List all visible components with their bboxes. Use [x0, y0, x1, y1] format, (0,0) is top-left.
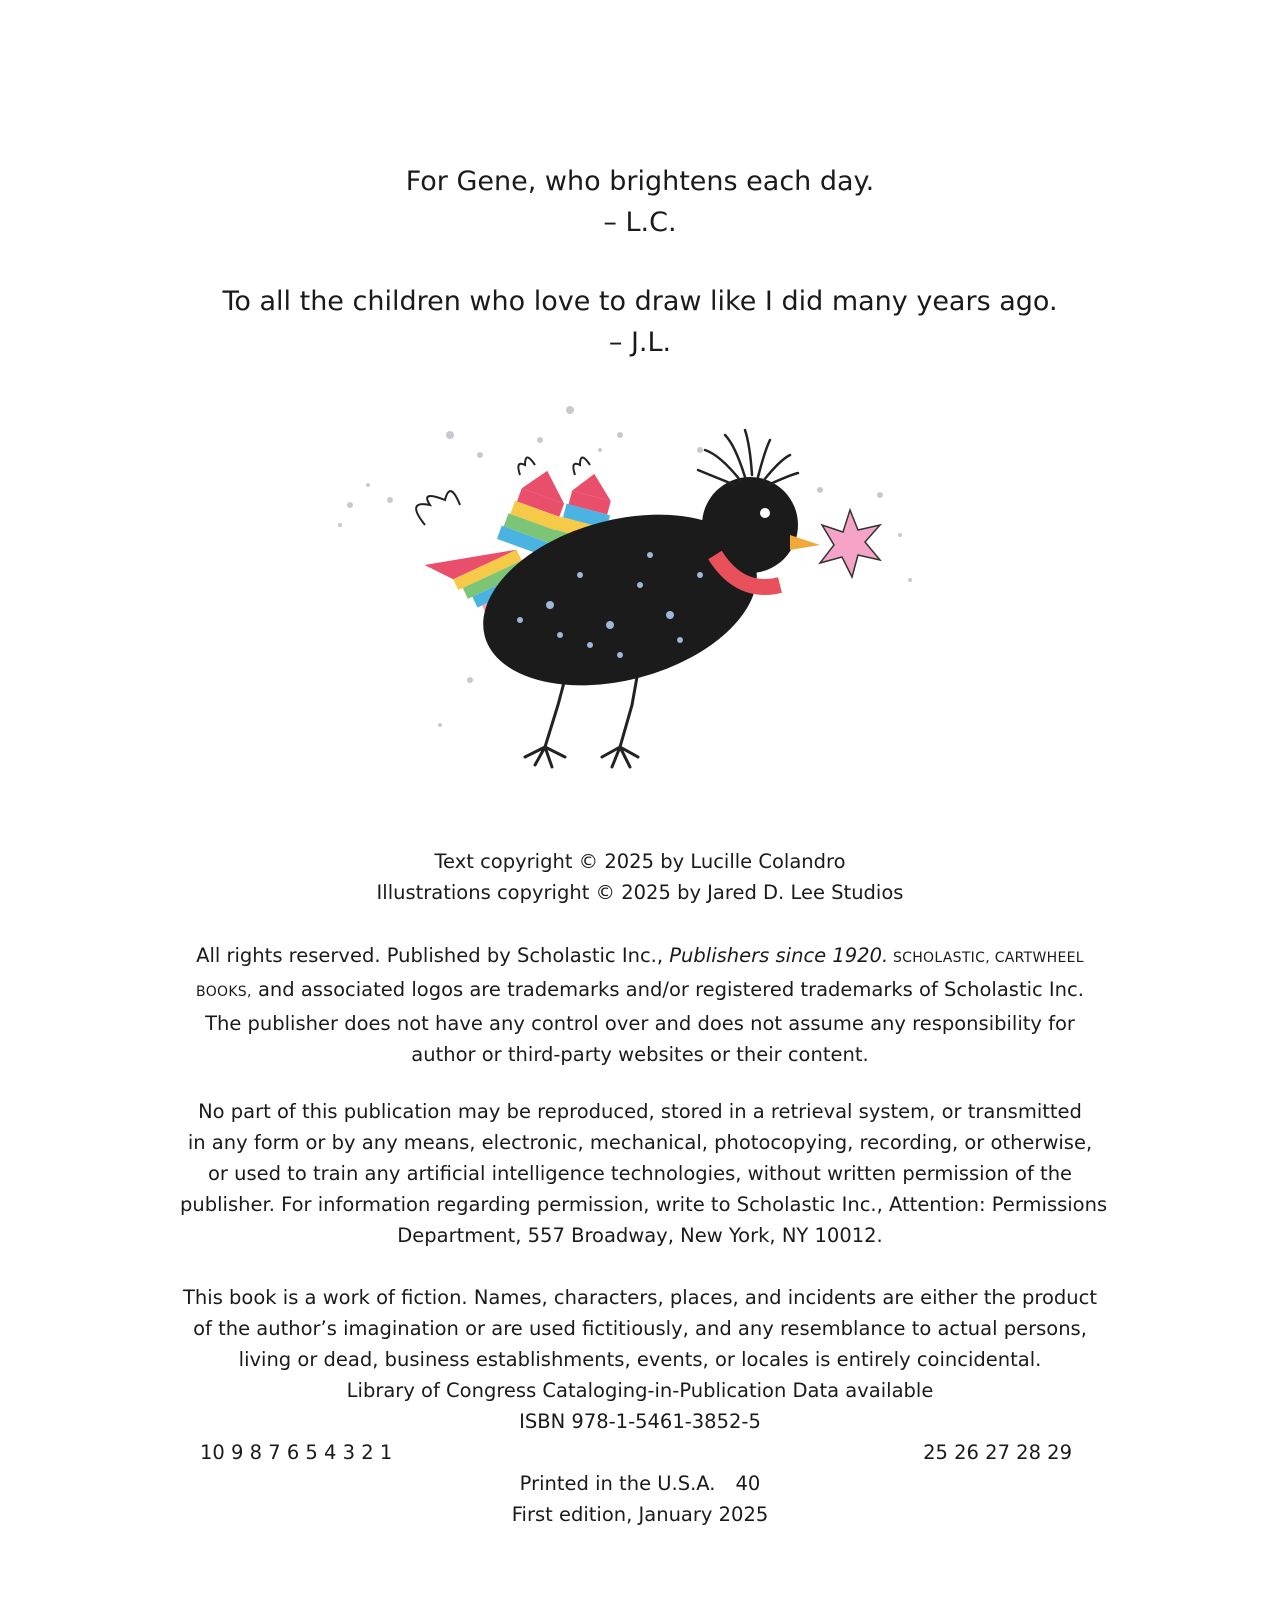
rights-line-3: The publisher does not have any control over and does not assume any responsibility for	[205, 1012, 1075, 1035]
permission-notice	[180, 1096, 1108, 1251]
trademark-names: SCHOLASTIC, CARTWHEEL	[888, 950, 1084, 966]
permission-line: Department, 557 Broadway, New York, NY 10012.	[397, 1224, 883, 1247]
fiction-notice	[180, 1282, 1100, 1437]
permission-line: publisher. For information regarding permission, write to Scholastic Inc., Attention: Permissions	[180, 1193, 1108, 1216]
dedication-text: To all the children who love to draw like I did many years ago.	[222, 286, 1058, 317]
permission-line: in any form or by any means, electronic, mechanical, photocopying, recording, or otherwise,	[187, 1131, 1093, 1154]
rights-text: and associated logos are trademarks and/or registered trademarks of Scholastic Inc.	[251, 978, 1084, 1001]
edition: First edition, January 2025	[511, 1503, 769, 1526]
rights-line-4: author or third-party websites or their content.	[411, 1043, 869, 1066]
printed-in-line	[0, 1468, 1280, 1499]
dedication-signature: – J.L.	[608, 327, 672, 358]
cip-data: Library of Congress Cataloging-in-Publication Data available	[346, 1379, 934, 1402]
printing-code: 40	[735, 1472, 761, 1495]
rights-line-2	[180, 974, 1100, 1008]
dedication-signature: – L.C.	[603, 207, 677, 238]
text-copyright: Text copyright © 2025 by Lucille Colandro	[434, 850, 846, 873]
rights-text: All rights reserved. Published by Scholastic Inc.,	[196, 944, 670, 967]
star-icon	[820, 510, 880, 577]
dedication-illustrator	[0, 281, 1280, 363]
isbn: ISBN 978-1-5461-3852-5	[519, 1410, 761, 1433]
illustrations-copyright: Illustrations copyright © 2025 by Jared D. Lee Studios	[376, 881, 904, 904]
fiction-line: This book is a work of fiction. Names, characters, places, and incidents are either the product	[183, 1286, 1097, 1309]
permission-line: or used to train any artificial intelligence technologies, without written permission of the	[207, 1162, 1073, 1185]
rights-notice	[180, 940, 1100, 1070]
printing-info	[0, 1468, 1280, 1530]
publishers-since: Publishers since 1920.	[669, 944, 889, 967]
printed-in: Printed in the U.S.A.	[519, 1472, 716, 1495]
dedication-text: For Gene, who brightens each day.	[405, 166, 875, 197]
rights-line-1	[180, 940, 1100, 974]
fiction-line: living or dead, business establishments, events, or locales is entirely coincidental.	[238, 1348, 1042, 1371]
permission-line: No part of this publication may be reproduced, stored in a retrieval system, or transmitted	[198, 1100, 1082, 1123]
copyright-notice	[180, 846, 1100, 908]
bird-beak	[790, 535, 820, 550]
fiction-line: of the author’s imagination or are used fictitiously, and any resemblance to actual persons,	[193, 1317, 1087, 1340]
trademark-names: BOOKS,	[196, 984, 252, 1000]
head-feathers	[698, 430, 798, 485]
bird-illustration	[320, 395, 950, 805]
dedication-author	[0, 161, 1280, 243]
year-numbers: 25 26 27 28 29	[923, 1441, 1072, 1464]
print-run-numbers: 10 9 8 7 6 5 4 3 2 1	[200, 1441, 393, 1464]
